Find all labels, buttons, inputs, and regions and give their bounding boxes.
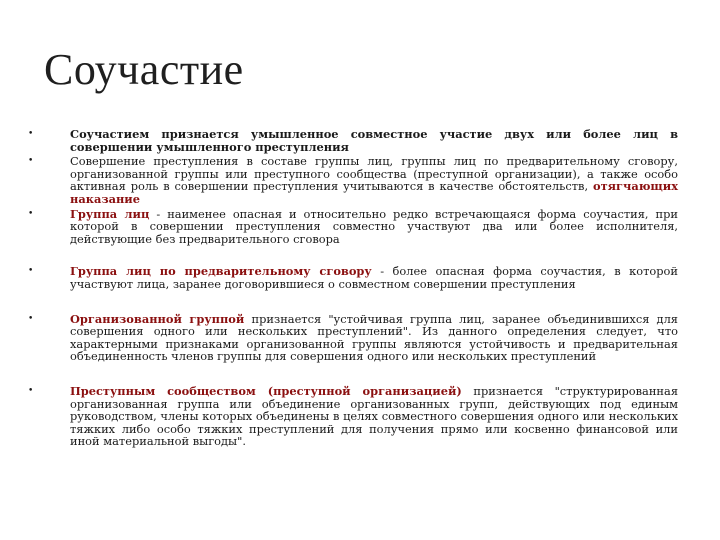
list-item-conspiracy-group bbox=[28, 265, 678, 290]
list-item-organized-group bbox=[28, 313, 678, 363]
list-item-group bbox=[28, 208, 678, 246]
organized-text: признается "устойчивая группа лиц, заранее объединившихся для совершения одного или нескольких преступлений". Из данного определения следует, что характерными признаками организованной группы являются устойчивость и предварительная объединенность членов группы для совершения одного или нескольких преступлений bbox=[70, 311, 678, 364]
group-text: - наименее опасная и относительно редко встречающаяся форма соучастия, при которой в совершении преступления совместно участвуют два или более исполнителя, действующие без предварительного сговора bbox=[70, 206, 678, 246]
aggravating-text: Совершение преступления в составе группы лиц, группы лиц по предварительному сговору, организованной группы или преступного сообщества (преступной организации), а также особо активная роль в совершении преступления учитываются в качестве обстоятельств, bbox=[70, 154, 678, 194]
bullet-list bbox=[28, 128, 678, 448]
slide-title: Соучастие bbox=[44, 45, 244, 94]
bullet-icon: • bbox=[28, 208, 34, 219]
list-item-criminal-community bbox=[28, 385, 678, 448]
community-term: Преступным сообществом (преступной организацией) bbox=[70, 383, 462, 398]
definition-term: Соучастием признается умышленное совместное участие двух или более лиц в совершении умышленного преступления bbox=[70, 127, 678, 154]
community-text: признается "структурированная организованная группа или объединение организованных групп, действующих под единым руководством, члены которых объединены в целях совместного совершения одного или нескольких тяжких либо особо тяжких преступлений для получения прямо или косвенно финансовой или иной материальной выгоды". bbox=[70, 383, 679, 449]
organized-term: Организованной группой bbox=[70, 311, 245, 326]
bullet-icon: • bbox=[28, 156, 34, 167]
list-item-definition bbox=[28, 128, 678, 153]
bullet-icon: • bbox=[28, 385, 34, 396]
bullet-icon: • bbox=[28, 266, 34, 277]
bullet-icon: • bbox=[28, 313, 34, 324]
bullet-icon: • bbox=[28, 129, 34, 139]
conspiracy-term: Группа лиц по предварительному сговору bbox=[70, 264, 372, 279]
group-term: Группа лиц bbox=[70, 206, 150, 221]
list-item-aggravating bbox=[28, 155, 678, 205]
conspiracy-text: - более опасная форма соучастия, в которой участвуют лица, заранее договорившиеся о совместном совершении преступления bbox=[70, 264, 679, 291]
aggravating-highlight: отягчающих наказание bbox=[70, 179, 678, 206]
